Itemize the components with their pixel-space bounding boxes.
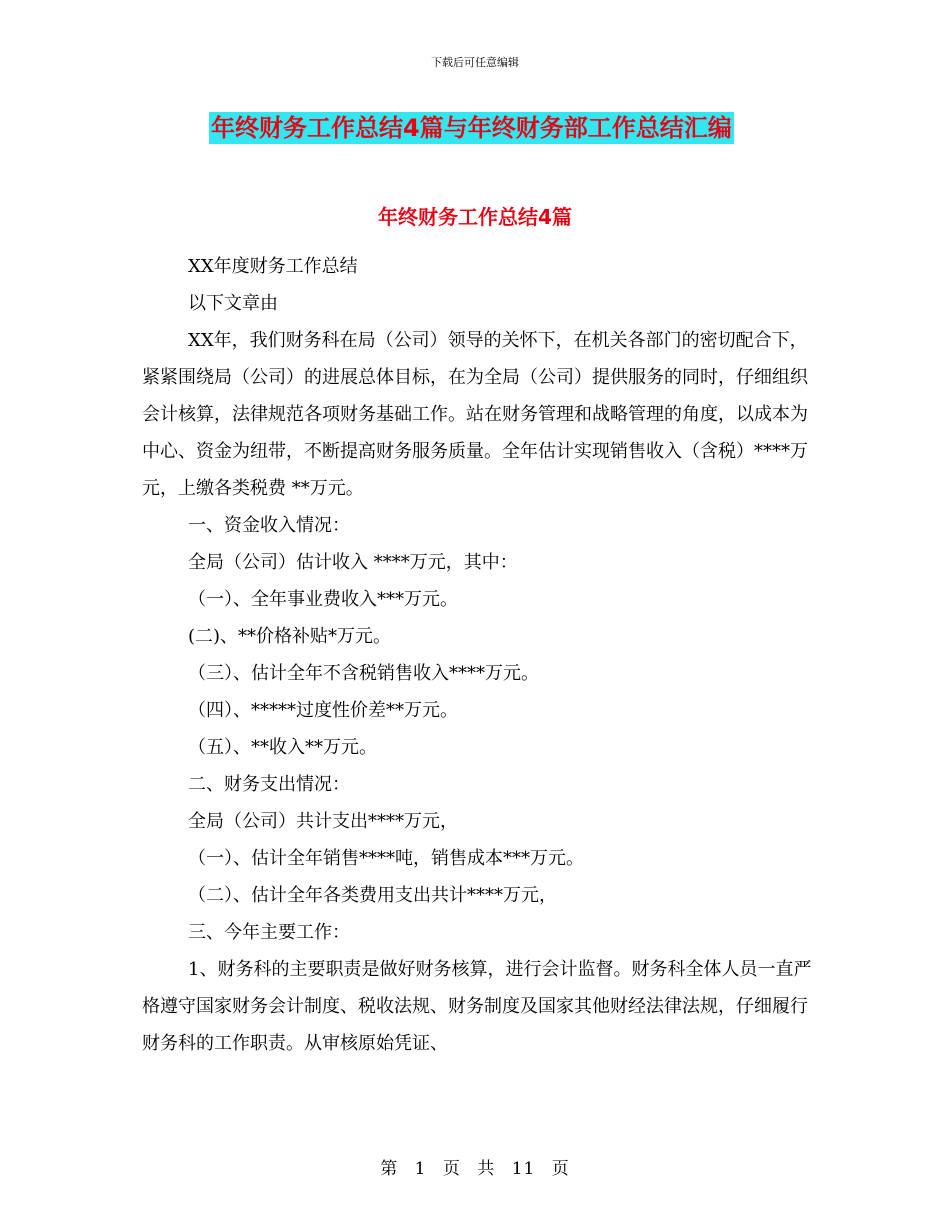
paragraph: 以下文章由 xyxy=(188,293,278,314)
paragraph: 二、财务支出情况： xyxy=(188,774,350,795)
paragraph: XX年度财务工作总结 xyxy=(188,256,358,277)
paragraph: （一）、全年事业费收入***万元。 xyxy=(188,589,458,610)
footer-prefix: 第 xyxy=(380,1159,399,1179)
paragraph: （一）、估计全年销售****吨，销售成本***万元。 xyxy=(188,848,584,869)
paragraph: 全局（公司）共计支出****万元， xyxy=(188,811,458,832)
footer-total-pages: 11 xyxy=(511,1159,536,1179)
paragraph: （五）、**收入**万元。 xyxy=(188,737,377,758)
paragraph: （四）、*****过度性价差**万元。 xyxy=(188,700,458,721)
footer-page-label: 页 xyxy=(442,1159,461,1179)
header-note: 下载后可任意编辑 xyxy=(431,56,519,69)
document-title: 年终财务工作总结4篇与年终财务部工作总结汇编 xyxy=(211,114,732,142)
paragraph: XX年，我们财务科在局（公司）领导的关怀下，在机关各部门的密切配合下，紧紧围绕局（公司）的进展总体目标，在为全局（公司）提供服务的同时，仔细组织会计核算，法律规范各项财务基础工作。站在财务管理和战略管理的角度，以成本为中心、资金为纽带，不断提高财务服务质量。全年估计实现销售收入（含税）****万元，上缴各类税费 **万元。 xyxy=(142,330,808,499)
footer-suffix: 页 xyxy=(551,1159,570,1179)
paragraph: 一、资金收入情况： xyxy=(188,515,350,536)
paragraph: （二）、估计全年各类费用支出共计****万元， xyxy=(188,885,557,906)
paragraph: 1、财务科的主要职责是做好财务核算，进行会计监督。财务科全体人员一直严格遵守国家财务会计制度、税收法规、财务制度及国家其他财经法律法规，仔细履行财务科的工作职责。从审核原始凭证、 xyxy=(142,959,812,1054)
footer-page-number: 1 xyxy=(414,1159,427,1179)
section-title: 年终财务工作总结4篇 xyxy=(378,205,572,229)
paragraph: (二)、**价格补贴*万元。 xyxy=(188,626,392,647)
paragraph: 三、今年主要工作： xyxy=(188,922,350,943)
paragraph: 全局（公司）估计收入 ****万元，其中： xyxy=(188,552,518,573)
paragraph: （三）、估计全年不含税销售收入****万元。 xyxy=(188,663,539,684)
page-footer xyxy=(0,1154,950,1179)
footer-total-label: 共 xyxy=(477,1159,496,1179)
body-text xyxy=(142,248,812,1062)
